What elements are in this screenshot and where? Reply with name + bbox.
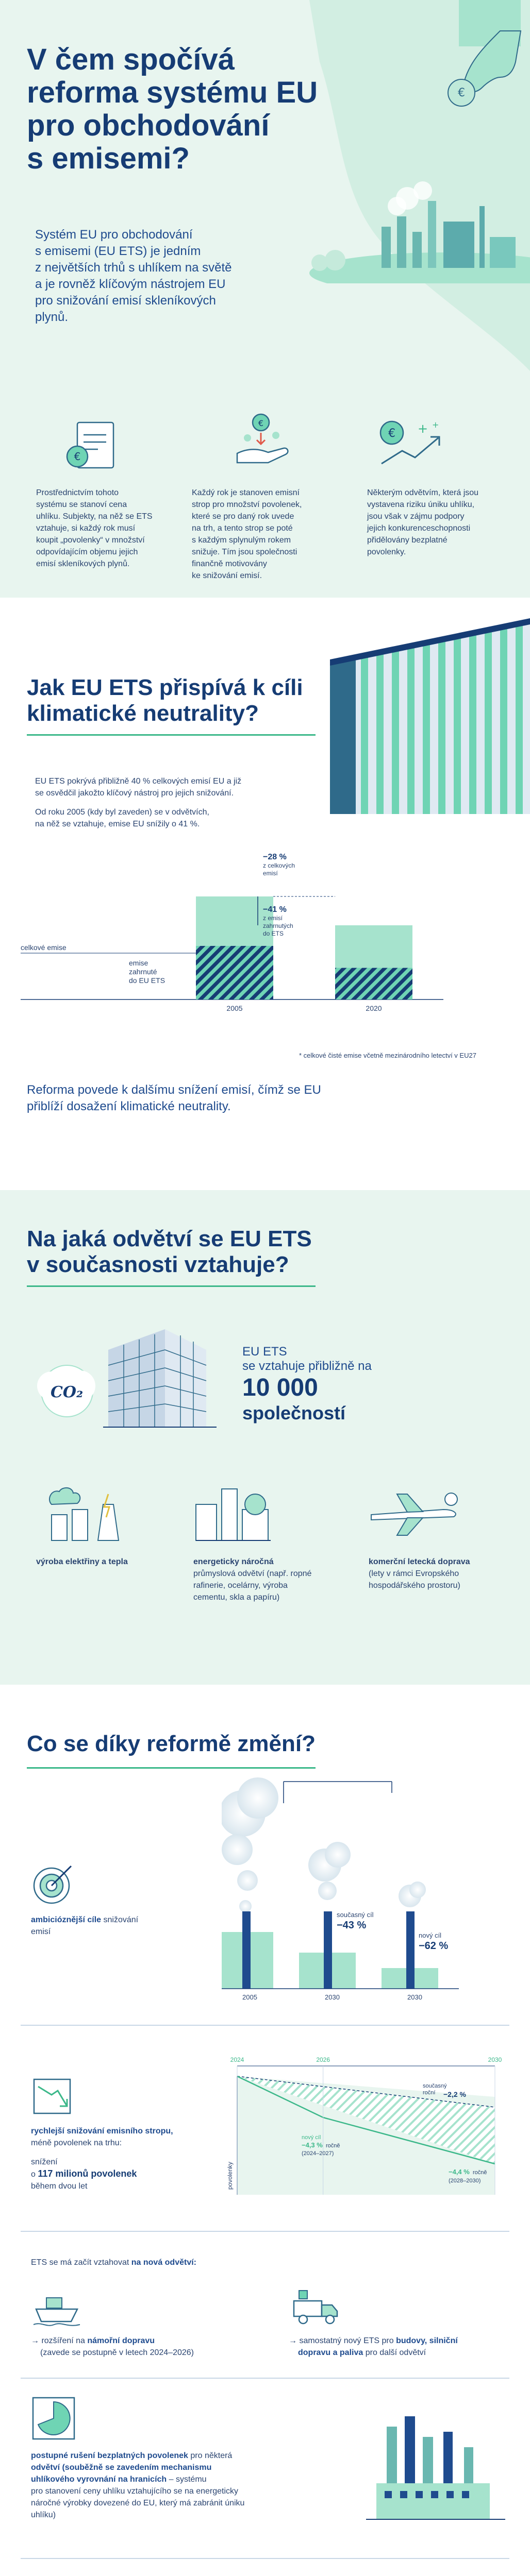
fuel-truck-icon — [289, 2287, 345, 2329]
paragraph-coverage — [35, 775, 241, 799]
allowance-cap-chart — [217, 2045, 505, 2205]
cap-text — [31, 2125, 173, 2192]
power-station-illustration — [356, 2385, 510, 2530]
col-line: vystavena riziku úniku uhlíku, — [367, 500, 475, 509]
svg-text:+: + — [432, 420, 439, 430]
intro-paragraph — [35, 227, 232, 326]
svg-text:+: + — [418, 421, 428, 436]
emissions-chart — [21, 850, 509, 1041]
col-line: Některým odvětvím, která jsou — [367, 488, 479, 497]
free-rest-6: uhlíku) — [31, 2511, 56, 2519]
column-free-allowances — [367, 487, 478, 558]
sector-line: hospodářského prostoru) — [369, 1581, 460, 1590]
ann-new2-unit: ročně — [473, 2170, 487, 2176]
annotation-total-text: emisí — [263, 870, 278, 877]
hand-cap-icon — [227, 407, 294, 474]
sector-a-bold: námořní dopravu — [87, 2336, 155, 2345]
free-rest-3: – systému — [167, 2475, 207, 2484]
declining-arrow-icon — [31, 2076, 77, 2117]
industrial-landscape-illustration — [289, 170, 530, 283]
goal-bold: ambicióznější cíle — [31, 1916, 102, 1924]
title-underline — [27, 1285, 316, 1287]
coverage-line-2: se vztahuje přibližně na — [242, 1359, 372, 1373]
coverage-line-3: společností — [242, 1402, 346, 1423]
title-line: reforma systému EU — [27, 76, 318, 109]
divider — [21, 2558, 509, 2559]
section-title — [27, 1731, 316, 1757]
sector-a-sub: (zavede se postupně v letech 2024–2026) — [40, 2348, 194, 2357]
axis-year-label: 2030 — [488, 2056, 502, 2063]
co2-cloud-label: CO₂ — [51, 1383, 84, 1401]
sector-line: rafinerie, ocelárny, výroba — [193, 1581, 288, 1590]
col-line: odpovídajícím objemu jejich — [36, 548, 138, 556]
cap-reduction-3: během dvou let — [31, 2182, 88, 2191]
ann-new1-unit: ročně — [326, 2143, 340, 2149]
hand-with-coin-icon — [397, 0, 526, 155]
svg-text:€: € — [258, 418, 264, 428]
section-climate-neutrality — [0, 598, 530, 1190]
new-sectors-pre: ETS se má začít vztahovat — [31, 2258, 131, 2267]
annotation-ets-text: do ETS — [263, 930, 284, 937]
column-carbon-price — [36, 487, 153, 570]
conclusion-text — [27, 1082, 321, 1115]
col-line: emisí skleníkových plynů. — [36, 560, 130, 568]
eu-building-illustration — [289, 598, 530, 814]
ann-current-pct: −2,2 % — [443, 2090, 466, 2098]
target-icon — [31, 1860, 77, 1906]
col-line: finančně motivovány — [192, 560, 267, 568]
cap-reduction-2: o — [31, 2170, 36, 2179]
bar-ets-emissions — [196, 946, 273, 999]
year-2005: 2005 — [242, 1993, 257, 2001]
section-intro — [0, 0, 530, 598]
sector-line: cementu, skla a papíru) — [193, 1593, 280, 1602]
goal-rest: snižování — [101, 1916, 139, 1924]
section-title — [27, 675, 303, 726]
cap-reduction-1: snížení — [31, 2158, 58, 2166]
p-line: EU ETS pokrývá přibližně 40 % celkových emisí EU a již — [35, 777, 242, 786]
col-line: Prostřednictvím tohoto — [36, 488, 119, 497]
ann-new1-pct: −4,3 % — [302, 2141, 323, 2149]
bar-ets-emissions — [335, 968, 412, 999]
conclusion-line: přiblíží dosažení klimatické neutrality. — [27, 1099, 231, 1113]
axis-year-label: 2024 — [230, 2056, 244, 2063]
intro-line: plynů. — [35, 310, 69, 324]
ann-current-label: roční — [423, 2090, 436, 2096]
title-line: pro obchodování — [27, 109, 270, 142]
section-changes — [0, 1685, 530, 2576]
new-target-label: nový cíl — [419, 1931, 442, 1939]
col-line: jsou však v zájmu podpory — [367, 512, 465, 521]
sector-b-bold: budovy, silniční — [396, 2336, 458, 2345]
col-line: na trh, a tento strop se poté — [192, 524, 293, 533]
title-line: klimatické neutrality? — [27, 701, 259, 726]
title-underline — [27, 734, 316, 736]
col-line: povolenky. — [367, 548, 406, 556]
title-underline — [27, 1767, 316, 1769]
paragraph-reduction — [35, 806, 209, 830]
col-line: strop pro množství povolenek, — [192, 500, 302, 509]
sector-label: energeticky náročná — [193, 1557, 274, 1566]
divider — [21, 2231, 509, 2232]
title-line: v současnosti vztahuje? — [27, 1252, 289, 1277]
pie-decline-icon — [31, 2396, 77, 2442]
document-price-icon — [62, 412, 124, 474]
intro-line: pro snižování emisí skleníkových — [35, 294, 216, 308]
free-bold-2: odvětví (souběžně se zavedením mechanismu — [31, 2463, 212, 2472]
free-bold-3: uhlíkového vyrovnání na hranicích — [31, 2475, 167, 2484]
airplane-icon — [361, 1484, 464, 1540]
sector-a-pre: → rozšíření na — [31, 2336, 88, 2345]
free-rest-4: pro stanovení ceny uhlíku vztahujícího se na energeticky — [31, 2487, 239, 2496]
label-covered-emissions: zahrnuté — [129, 968, 157, 976]
col-line: systému se stanoví cena — [36, 500, 127, 509]
section-sectors — [0, 1190, 530, 1685]
sector-label: výroba elektřiny a tepla — [36, 1557, 128, 1566]
euro-growth-icon — [371, 412, 449, 474]
ship-icon — [31, 2287, 82, 2329]
company-building-illustration — [31, 1309, 227, 1443]
label-covered-emissions: do EU ETS — [129, 976, 165, 985]
power-plant-icon — [36, 1484, 124, 1546]
ann-new2-pct: −4,4 % — [449, 2168, 470, 2176]
industry-icon — [186, 1479, 278, 1546]
conclusion-line: Reforma povede k dalšímu snížení emisí, čímž se EU — [27, 1083, 321, 1097]
free-rest-1: pro některá — [188, 2451, 233, 2460]
divider — [21, 2025, 509, 2026]
title-line: Jak EU ETS přispívá k cíli — [27, 675, 303, 700]
divider — [21, 2378, 509, 2379]
sector-b-bold2: dopravu a paliva — [298, 2348, 363, 2357]
col-line: Každý rok je stanoven emisní — [192, 488, 300, 497]
cap-reduction-number: 117 milionů povolenek — [38, 2168, 137, 2179]
col-line: koupit „povolenky“ v množství — [36, 536, 145, 545]
sector-b-pre: → samostatný nový ETS pro — [289, 2336, 396, 2345]
sector-aviation — [369, 1556, 470, 1591]
ann-current-label: současný — [423, 2083, 447, 2089]
category-label: 2005 — [226, 1004, 243, 1012]
svg-text:€: € — [458, 87, 465, 99]
ann-new1-label: nový cíl — [302, 2134, 321, 2141]
annotation-ets-text: z emisí — [263, 914, 283, 922]
sector-label: komerční letecká doprava — [369, 1557, 470, 1566]
free-allowances-text — [31, 2450, 244, 2521]
section-title — [27, 1226, 312, 1278]
new-target-pct: −62 % — [419, 1940, 449, 1952]
col-line: s každým splynulým rokem — [192, 536, 291, 545]
sector-line: (lety v rámci Evropského — [369, 1569, 459, 1578]
col-line: které se pro daný rok uvede — [192, 512, 294, 521]
annotation-total-pct: −28 % — [263, 853, 287, 861]
company-count: 10 000 — [242, 1374, 318, 1401]
ann-new1-years: (2024–2027) — [302, 2150, 334, 2157]
label-total-emissions: celkové emise — [21, 943, 67, 952]
coverage-line-1: EU ETS — [242, 1345, 287, 1359]
sector-line: průmyslová odvětví (např. ropné — [193, 1569, 312, 1578]
y-axis-label: povolenky — [226, 2161, 234, 2190]
coverage-box — [242, 1345, 372, 1424]
col-line: vztahuje, si každý rok musí — [36, 524, 136, 533]
category-label: 2020 — [366, 1004, 382, 1012]
cap-bold: rychlejší snižování emisního stropu, — [31, 2127, 173, 2136]
maritime-sector — [31, 2335, 194, 2359]
sector-b-rest: pro další odvětví — [363, 2348, 426, 2357]
new-sectors-bold: na nová odvětví: — [131, 2258, 196, 2267]
intro-line: s emisemi (EU ETS) je jedním — [35, 244, 201, 258]
col-line: uhlíku. Subjekty, na něž se ETS — [36, 512, 153, 521]
intro-line: Systém EU pro obchodování — [35, 228, 193, 242]
goal-text — [31, 1914, 138, 1938]
col-line: snižuje. Tím jsou společnosti — [192, 548, 297, 556]
annotation-ets-pct: −41 % — [263, 905, 287, 914]
annotation-total-text: z celkových — [263, 862, 295, 869]
ann-new2-years: (2028–2030) — [449, 2178, 481, 2184]
current-target-pct: −43 % — [337, 1920, 367, 1931]
col-line: přidělovány bezplatné — [367, 536, 448, 545]
annotation-ets-text: zahrnutých — [263, 922, 293, 929]
axis-year-label: 2026 — [316, 2056, 330, 2063]
current-target-label: současný cíl — [337, 1911, 374, 1919]
buildings-transport-sector — [289, 2335, 458, 2359]
chart-footnote: * celkové čisté emise včetně mezinárodního letectví v EU27 — [299, 1052, 476, 1059]
sector-industry — [193, 1556, 311, 1603]
cap-rest: méně povolenek na trhu: — [31, 2139, 122, 2147]
intro-line: z největších trhů s uhlíkem na světě — [35, 261, 232, 275]
page-title — [27, 43, 318, 175]
chimneys-comparison — [222, 1777, 510, 1999]
year-2030-current: 2030 — [325, 1993, 340, 2001]
year-2030-new: 2030 — [407, 1993, 422, 2001]
title-line: V čem spočívá — [27, 43, 235, 76]
intro-line: a je rovněž klíčovým nástrojem EU — [35, 277, 226, 291]
free-rest-5: náročné výrobky dovezené do EU, který má zabránit úniku — [31, 2499, 245, 2507]
label-covered-emissions: emise — [129, 959, 148, 967]
p-line: se osvědčil jakožto klíčový nástroj pro jejich snižování. — [35, 789, 234, 798]
title-line: Co se díky reformě změní? — [27, 1731, 316, 1756]
col-line: jejich konkurenceschopnosti — [367, 524, 471, 533]
goal-rest2: emisí — [31, 1927, 51, 1936]
title-line: s emisemi? — [27, 142, 190, 175]
column-emission-cap — [192, 487, 302, 582]
free-bold-1: postupné rušení bezplatných povolenek — [31, 2451, 188, 2460]
p-line: na něž se vztahuje, emise EU snížily o 41 %. — [35, 820, 200, 828]
new-sectors-heading — [31, 2257, 196, 2268]
sector-power — [36, 1556, 128, 1568]
col-line: ke snižování emisí. — [192, 571, 262, 580]
svg-text:€: € — [74, 450, 81, 463]
p-line: Od roku 2005 (kdy byl zaveden) se v odvětvích, — [35, 808, 209, 817]
title-line: Na jaká odvětví se EU ETS — [27, 1226, 312, 1251]
svg-text:€: € — [388, 427, 395, 440]
